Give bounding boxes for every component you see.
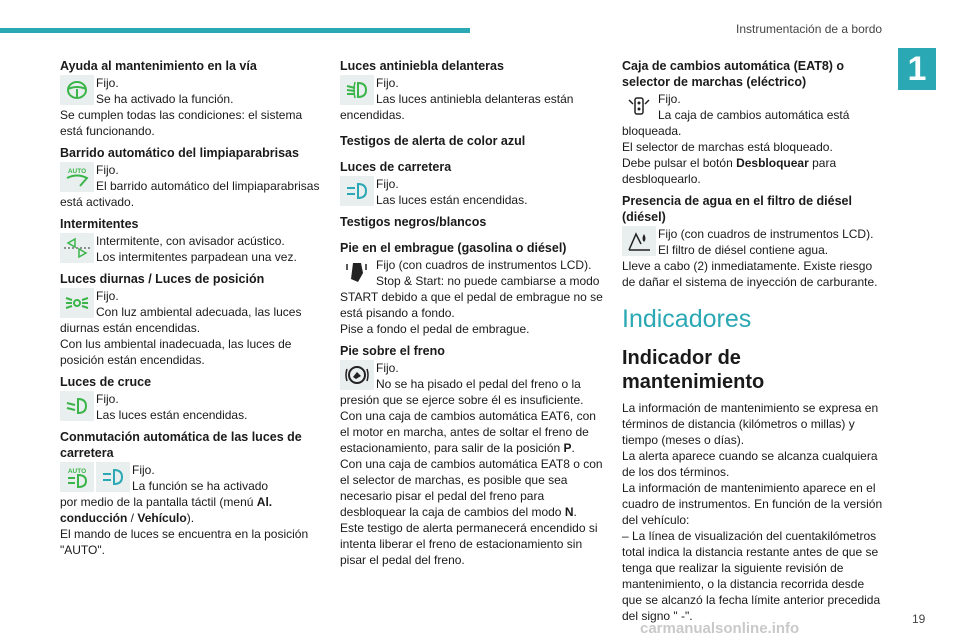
text-line: Fijo (con cuadros de instrumentos LCD). — [376, 258, 592, 272]
paragraph: – La línea de visualización del cuentakilómetros total indica la distancia restante antes de que se tenga que realizar la siguiente revisión de mantenimiento, o la distancia recorrida desde que se alcanzó la fecha límite anterior precedida del signo " -". — [622, 529, 881, 623]
auto-label: AUTO — [67, 168, 87, 175]
section-title: Barrido automático del limpiaparabrisas — [60, 146, 299, 160]
daytime-light-icon — [60, 288, 94, 318]
section-heading: Indicador de mantenimiento — [622, 347, 765, 393]
paragraph: El selector de marchas está bloqueado. — [622, 140, 833, 154]
text-line: Los intermitentes parpadean una vez. — [96, 250, 297, 264]
section-title: Luces antiniebla delanteras — [340, 59, 504, 73]
water-in-fuel-filter-icon — [622, 226, 656, 256]
section-road-maintenance — [60, 58, 322, 139]
section-header-title: Instrumentación de a bordo — [736, 22, 883, 36]
column-3 — [622, 58, 884, 624]
text-line: Las luces están encendidas. — [376, 193, 528, 207]
section-black-white-warnings — [340, 214, 608, 230]
section-title: Luces de cruce — [60, 375, 152, 389]
column-1 — [60, 58, 322, 564]
text-line: Fijo (con cuadros de instrumentos LCD). — [658, 227, 874, 241]
turn-signal-icon — [60, 233, 94, 263]
section-title: Intermitentes — [60, 217, 139, 231]
paragraph: Debe pulsar el botón Desbloquear para desbloquearlo. — [622, 156, 837, 186]
paragraph: Con una caja de cambios automática EAT6, con el motor en marcha, antes de soltar el freno de estacionamiento, para salir de la posición P. — [340, 409, 596, 455]
high-beam-icon — [340, 176, 374, 206]
text-line: Se ha activado la función. — [96, 92, 234, 106]
high-beam-icon — [96, 462, 130, 492]
paragraph: Con una caja de cambios automática EAT8 o con el selector de marchas, es posible que sea necesario pisar el pedal del freno para desbloquear la caja de cambios del modo N. — [340, 457, 603, 519]
text-line: La caja de cambios automática está — [658, 108, 850, 122]
section-auto-wipers — [60, 145, 322, 210]
section-title: Pie en el embrague (gasolina o diésel) — [340, 241, 567, 255]
section-gearbox-locked — [622, 58, 884, 187]
paragraph: encendidas. — [340, 108, 405, 122]
paragraph: por medio de la pantalla táctil (menú Al. conducción / Vehículo). — [60, 495, 273, 525]
auto-high-beam-icon — [60, 462, 94, 492]
section-title: Luces diurnas / Luces de posición — [60, 272, 265, 286]
section-title: Pie sobre el freno — [340, 344, 445, 358]
gear-lock-icon — [622, 91, 656, 121]
text-line: El barrido automático del limpiaparabrisas — [96, 179, 320, 193]
section-low-beam — [60, 374, 322, 423]
foot-on-brake-icon — [340, 360, 374, 390]
text-line: Con luz ambiental adecuada, las luces — [96, 305, 302, 319]
section-title: Testigos de alerta de color azul — [340, 134, 526, 148]
text-line: La función se ha activado — [132, 479, 269, 493]
paragraph: bloqueada. — [622, 124, 682, 138]
text-line: Fijo. — [96, 163, 119, 177]
chapter-heading: Indicadores — [622, 305, 752, 333]
paragraph: La información de mantenimiento aparece en el cuadro de instrumentos. En función de la versión del vehículo: — [622, 481, 883, 527]
section-blue-warnings — [340, 133, 608, 149]
text-line: Las luces antiniebla delanteras están — [376, 92, 574, 106]
section-title: Conmutación automática de las luces de carretera — [60, 430, 302, 460]
section-title: Presencia de agua en el filtro de diésel (diésel) — [622, 194, 852, 224]
section-title: Ayuda al mantenimiento en la vía — [60, 59, 257, 73]
steering-wheel-icon — [60, 75, 94, 105]
section-foot-clutch — [340, 240, 608, 337]
text-line: Fijo. — [96, 76, 119, 90]
paragraph: Pise a fondo el pedal de embrague. — [340, 322, 530, 336]
page-number: 19 — [912, 612, 926, 626]
section-title: Luces de carretera — [340, 160, 452, 174]
paragraph: START debido a que el pedal de embrague no se está pisando a fondo. — [340, 290, 603, 320]
text-line: Fijo. — [96, 392, 119, 406]
text-line: Las luces están encendidas. — [96, 408, 248, 422]
text-line: Fijo. — [658, 92, 681, 106]
text-line: No se ha pisado el pedal del freno o la — [376, 377, 581, 391]
section-high-beam — [340, 159, 608, 208]
section-water-in-diesel — [622, 193, 884, 290]
auto-label: AUTO — [67, 468, 87, 475]
section-turn-signals — [60, 216, 322, 265]
section-title: Testigos negros/blancos — [340, 215, 487, 229]
paragraph: Con lus ambiental inadecuada, las luces de posición están encendidas. — [60, 337, 292, 367]
paragraph: Se cumplen todas las condiciones: el sistema está funcionando. — [60, 108, 303, 138]
header-accent-bar — [0, 28, 470, 33]
paragraph: presión que se ejerce sobre él es insuficiente. — [340, 393, 584, 407]
text-line: Fijo. — [96, 289, 119, 303]
text-line: Intermitente, con avisador acústico. — [96, 234, 285, 248]
foot-on-clutch-icon — [340, 257, 374, 287]
auto-wiper-icon — [60, 162, 94, 192]
paragraph: La información de mantenimiento se expresa en términos de distancia (kilómetros o millas) y tiempo (meses o días). — [622, 401, 879, 447]
paragraph: diurnas están encendidas. — [60, 321, 201, 335]
paragraph: El mando de luces se encuentra en la posición "AUTO". — [60, 527, 309, 557]
section-daytime-lights — [60, 271, 322, 368]
text-line: Stop & Start: no puede cambiarse a modo — [376, 274, 600, 288]
paragraph: La alerta aparece cuando se alcanza cualquiera de los dos términos. — [622, 449, 878, 479]
section-front-fog — [340, 58, 608, 123]
section-title: Caja de cambios automática (EAT8) o selector de marchas (eléctrico) — [622, 59, 845, 89]
paragraph: Este testigo de alerta permanecerá encendido si intenta liberar el freno de estacionamiento sin pisar el pedal del freno. — [340, 521, 598, 567]
paragraph: Lleve a cabo (2) inmediatamente. Existe riesgo de dañar el sistema de inyección de carburante. — [622, 259, 878, 289]
text-line: Fijo. — [376, 76, 399, 90]
front-fog-light-icon — [340, 75, 374, 105]
column-2 — [340, 58, 608, 574]
text-line: Fijo. — [376, 177, 399, 191]
low-beam-icon — [60, 391, 94, 421]
text-line: El filtro de diésel contiene agua. — [658, 243, 829, 257]
text-line: Fijo. — [132, 463, 155, 477]
paragraph: está activado. — [60, 195, 135, 209]
section-auto-high-beam — [60, 429, 322, 558]
watermark: carmanualsonline.info — [640, 620, 800, 637]
section-foot-brake — [340, 343, 608, 568]
chapter-tab: 1 — [898, 48, 936, 90]
text-line: Fijo. — [376, 361, 399, 375]
